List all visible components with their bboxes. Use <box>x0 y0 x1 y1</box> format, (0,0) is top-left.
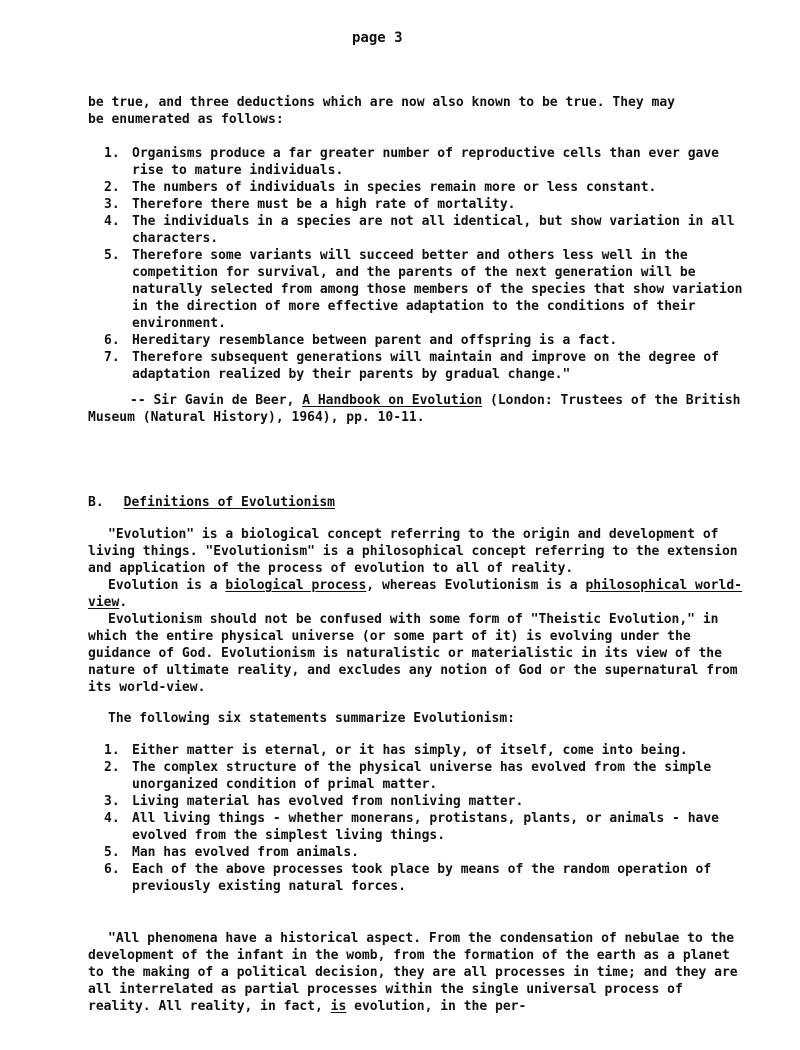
philosophical-world-view-phrase: philosophical world-view <box>88 578 742 610</box>
list-item: 1. Organisms produce a far greater number of reproductive cells than ever gave rise to mature individuals. <box>104 146 719 178</box>
intro-line: be true, and three deductions which are now also known to be true. They may <box>88 95 675 110</box>
section-title: Definitions of Evolutionism <box>123 495 335 510</box>
page-number: page 3 <box>352 30 403 46</box>
intro-paragraph <box>88 94 748 128</box>
statements-list <box>90 742 748 895</box>
list-item: 4. All living things - whether monerans, protistans, plants, or animals - have evolved from the simplest living things. <box>104 811 719 843</box>
section-letter: B. <box>88 495 104 510</box>
biological-process-phrase: biological process <box>225 578 367 593</box>
list-item: 3. Living material has evolved from nonliving matter. <box>104 794 524 809</box>
list-item: 2. The numbers of individuals in species remain more or less constant. <box>104 180 657 195</box>
emphasized-word: is <box>330 999 347 1014</box>
list-item: 5. Man has evolved from animals. <box>104 845 359 860</box>
definition-paragraph: "Evolution" is a biological concept referring to the origin and development of living things. "Evolutionism" is a philosophical concept referring to the extension and application of the process of evolution to all of reality. <box>88 527 738 576</box>
contrast-paragraph: Evolution is a biological process, whereas Evolutionism is a philosophical world-view. <box>88 578 742 610</box>
citation: -- Sir Gavin de Beer, A Handbook on Evolution (London: Trustees of the British Museum (Natural History), 1964), pp. 10-11. <box>88 393 741 425</box>
list-item: 7. Therefore subsequent generations will maintain and improve on the degree of adaptation realized by their parents by gradual change." <box>104 350 719 382</box>
intro-line: be enumerated as follows: <box>88 112 284 127</box>
closing-quote: "All phenomena have a historical aspect. From the condensation of nebulae to the development of the infant in the womb, from the formation of the earth as a planet to the making of a political decision, they are all processes in time; and they are all interrelated as partial processes within the single universal process of reality. All reality, in fact, is evolution, in the per- <box>88 931 738 1014</box>
list-item: 1. Either matter is eternal, or it has simply, of itself, come into being. <box>104 743 688 758</box>
list-item: 6. Each of the above processes took place by means of the random operation of previously existing natural forces. <box>104 862 712 894</box>
statements-intro: The following six statements summarize Evolutionism: <box>108 711 515 726</box>
deductions-list <box>90 145 748 383</box>
book-title: A Handbook on Evolution <box>302 393 483 408</box>
theistic-paragraph: Evolutionism should not be confused with some form of "Theistic Evolution," in which the entire physical universe (or some part of it) is evolving under the guidance of God. Evolutionism is naturalistic or materialistic in its view of the nature of ultimate reality, and excludes any notion of God or the supernatural from its world-view. <box>88 612 738 695</box>
definition-block <box>88 526 748 696</box>
list-item: 5. Therefore some variants will succeed better and others less well in the competition for survival, and the parents of the next generation will be naturally selected from among those members of the species that show variation in the direction of more effective adaptation to the conditions of their environment. <box>104 248 743 331</box>
list-item: 4. The individuals in a species are not all identical, but show variation in all characters. <box>104 214 735 246</box>
list-item: 6. Hereditary resemblance between parent and offspring is a fact. <box>104 333 618 348</box>
list-item: 2. The complex structure of the physical universe has evolved from the simple unorganized condition of primal matter. <box>104 760 712 792</box>
list-item: 3. Therefore there must be a high rate of mortality. <box>104 197 516 212</box>
section-heading <box>88 494 748 511</box>
